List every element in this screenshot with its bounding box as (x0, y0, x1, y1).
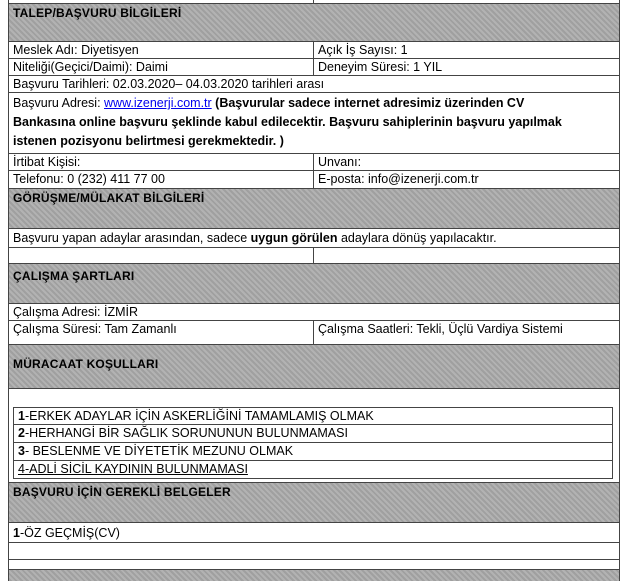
condition-num: 4 (18, 462, 25, 476)
belge-num: 1 (13, 526, 20, 540)
telefon: Telefonu: 0 (232) 411 77 00 (13, 172, 165, 186)
gorusme-text-1: Başvuru yapan adaylar arasından, sadece (13, 231, 251, 245)
row-calisma-sure (8, 321, 620, 345)
basvuru-tarihleri: Başvuru Tarihleri: 02.03.2020– 04.03.2020 tarihleri arası (13, 77, 325, 91)
section-header-partial (8, 570, 620, 581)
niteligi: Niteliği(Geçici/Daimi): Daimi (13, 60, 168, 74)
gorusme-text-2: adaylara dönüş yapılacaktır. (337, 231, 497, 245)
eposta: E-posta: info@izenerji.com.tr (313, 171, 483, 188)
row-gorusme-text (8, 229, 620, 248)
row-calisma-adres (8, 304, 620, 321)
condition-text: -ERKEK ADAYLAR İÇİN ASKERLİĞİNİ TAMAMLAMIŞ OLMAK (24, 409, 374, 423)
irtibat-kisisi: İrtibat Kişisi: (13, 155, 81, 169)
condition-text: -HERHANGİ BİR SAĞLIK SORUNUNUN BULUNMAMASI (24, 426, 348, 440)
row-niteligi (8, 59, 620, 76)
condition-item (13, 443, 613, 461)
row-belgeler (8, 523, 620, 543)
row-meslek (8, 42, 620, 59)
basvuru-adresi (9, 93, 619, 152)
section-header-belgeler (8, 483, 620, 523)
condition-item (13, 407, 613, 425)
row-belgeler-blank-2 (8, 560, 620, 570)
row-gorusme-blank (8, 248, 620, 264)
condition-num: 3 (18, 444, 25, 458)
section-header-muracaat (8, 345, 620, 389)
condition-num: 2 (18, 426, 25, 440)
section-header-gorusme (8, 189, 620, 229)
calisma-saatleri: Çalışma Saatleri: Tekli, Üçlü Vardiya Sistemi (313, 321, 567, 344)
section-title: MÜRACAAT KOŞULLARI (13, 357, 159, 371)
calisma-adresi: Çalışma Adresi: İZMİR (13, 305, 139, 319)
top-partial-divider (313, 0, 322, 3)
section-header-calisma (8, 264, 620, 304)
blank-divider (313, 248, 322, 263)
condition-num: 1 (18, 409, 25, 423)
website-link[interactable]: www.izenerji.com.tr (104, 96, 212, 110)
section-title: BAŞVURU İÇİN GEREKLİ BELGELER (13, 485, 231, 499)
section-header-talep (8, 4, 620, 42)
row-tarihler (8, 76, 620, 93)
belge-text: -ÖZ GEÇMİŞ(CV) (19, 526, 120, 540)
adres-note-1: (Başvurular sadece internet adresimiz üzerinden CV (211, 96, 525, 110)
condition-item (13, 461, 613, 479)
condition-text: - BESLENME VE DİYETETİK MEZUNU OLMAK (24, 444, 294, 458)
meslek-adi: Meslek Adı: Diyetisyen (13, 43, 139, 57)
deneyim-suresi: Deneyim Süresi: 1 YIL (313, 59, 446, 75)
adres-label: Başvuru Adresi: (13, 96, 105, 110)
unvani: Unvanı: (313, 154, 365, 170)
condition-text: -ADLİ SİCİL KAYDININ BULUNMAMASI (24, 462, 248, 476)
condition-item (13, 425, 613, 443)
adres-note-2: Bankasına online başvuru şeklinde kabul edilecektir. Başvuru sahiplerinin başvuru yapılmak (13, 115, 562, 129)
gorusme-text (9, 230, 619, 246)
section-title: GÖRÜŞME/MÜLAKAT BİLGİLERİ (13, 191, 205, 205)
row-telefon (8, 171, 620, 189)
calisma-suresi: Çalışma Süresi: Tam Zamanlı (13, 322, 177, 336)
belge-item (9, 525, 619, 541)
adres-note-3: istenen pozisyonu belirtmesi gerekmektedir. ) (13, 134, 284, 148)
section-title: ÇALIŞMA ŞARTLARI (13, 269, 135, 283)
row-belgeler-blank (8, 543, 620, 560)
section-title: TALEP/BAŞVURU BİLGİLERİ (13, 6, 182, 20)
row-irtibat (8, 154, 620, 171)
gorusme-text-bold: uygun görülen (250, 231, 338, 245)
row-adres (8, 93, 620, 154)
acik-is-sayisi: Açık İş Sayısı: 1 (313, 42, 412, 58)
